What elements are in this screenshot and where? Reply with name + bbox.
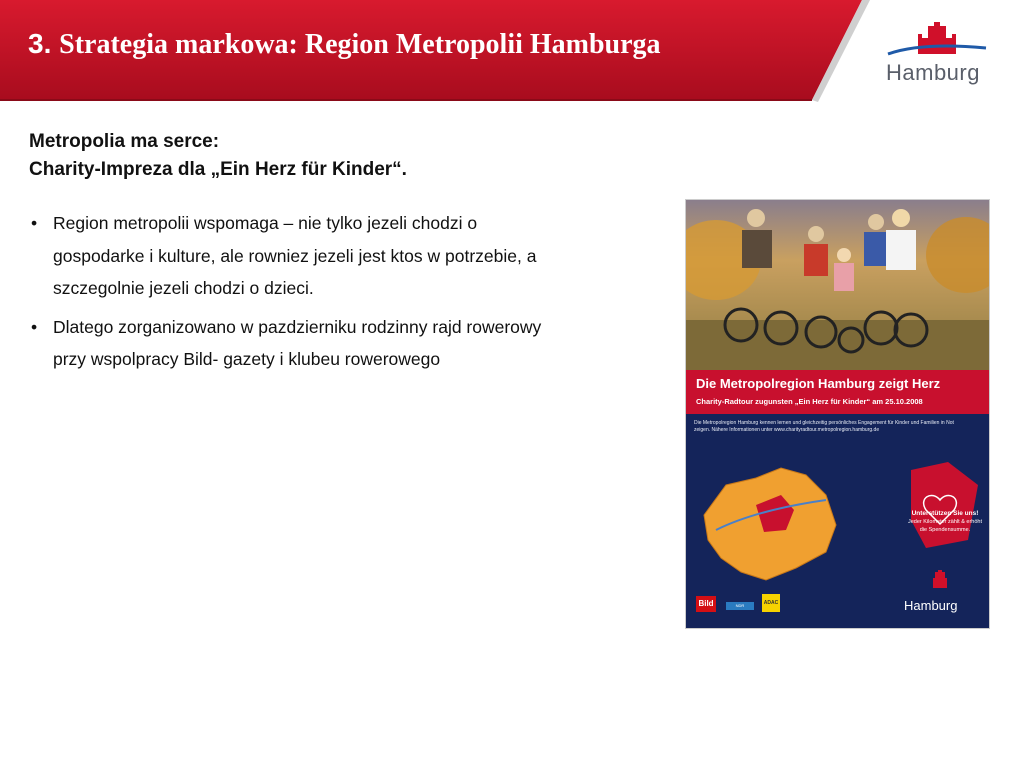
- charity-poster: [685, 199, 990, 629]
- bullet-item: • Region metropolii wspomaga – nie tylko jezeli chodzi o gospodarke i kulture, ale rowniez jezeli jest ktos w potrzebie, a szczegolnie jezeli chodzi o dzieci.: [31, 213, 537, 298]
- bullet-item: • Dlatego zorganizowano w pazdzierniku rodzinny rajd rowerowy przy wspolpracy Bild- gazety i klubeu rowerowego: [31, 316, 542, 369]
- bild-logo: Bild: [696, 596, 716, 612]
- poster-subline: Charity-Radtour zugunsten „Ein Herz für Kinder“ am 25.10.2008: [696, 397, 923, 406]
- title-number: 3.: [28, 28, 52, 59]
- bullet-text: Dlatego zorganizowano w pazdzierniku rodzinny rajd rowerowy przy wspolpracy Bild- gazety i klubeu rowerowego: [53, 316, 542, 369]
- subheading-line1: Metropolia ma serce:: [29, 131, 220, 152]
- subheading: [29, 128, 407, 184]
- ndr-logo: NDR: [726, 602, 754, 610]
- logo-text: Hamburg: [886, 60, 980, 85]
- poster-cta-title: Unterstützen Sie uns!: [911, 510, 979, 517]
- bullet-list: [29, 207, 549, 382]
- poster-logo-text: Hamburg: [904, 598, 958, 613]
- poster-headline: Die Metropolregion Hamburg zeigt Herz: [696, 376, 941, 391]
- title-text: Strategia markowa: Region Metropolii Hamburga: [59, 29, 661, 60]
- poster-castle-icon: [928, 570, 952, 592]
- subheading-line2: Charity-Impreza dla „Ein Herz für Kinder“.: [29, 159, 407, 180]
- poster-cta-text: Jeder Kilometer zählt & erhöht die Spendensumme.: [908, 519, 982, 533]
- page-title: [28, 28, 661, 61]
- adac-logo: ADAC: [762, 594, 780, 612]
- poster-body: Die Metropolregion Hamburg kennen lernen und gleichzeitig persönliches Engagement für Kinder und Familien in Not zeigen. Nähere Informationen unter www.charityradtour.metropolregion.hamburg.de: [694, 420, 954, 433]
- castle-icon: [918, 22, 956, 54]
- poster-cta: [904, 510, 986, 534]
- bullet-text: Region metropolii wspomaga – nie tylko jezeli chodzi o gospodarke i kulture, ale rowniez jezeli jest ktos w potrzebie, a szczegolnie jezeli chodzi o dzieci.: [53, 213, 537, 298]
- cyclists-photo: [686, 200, 989, 372]
